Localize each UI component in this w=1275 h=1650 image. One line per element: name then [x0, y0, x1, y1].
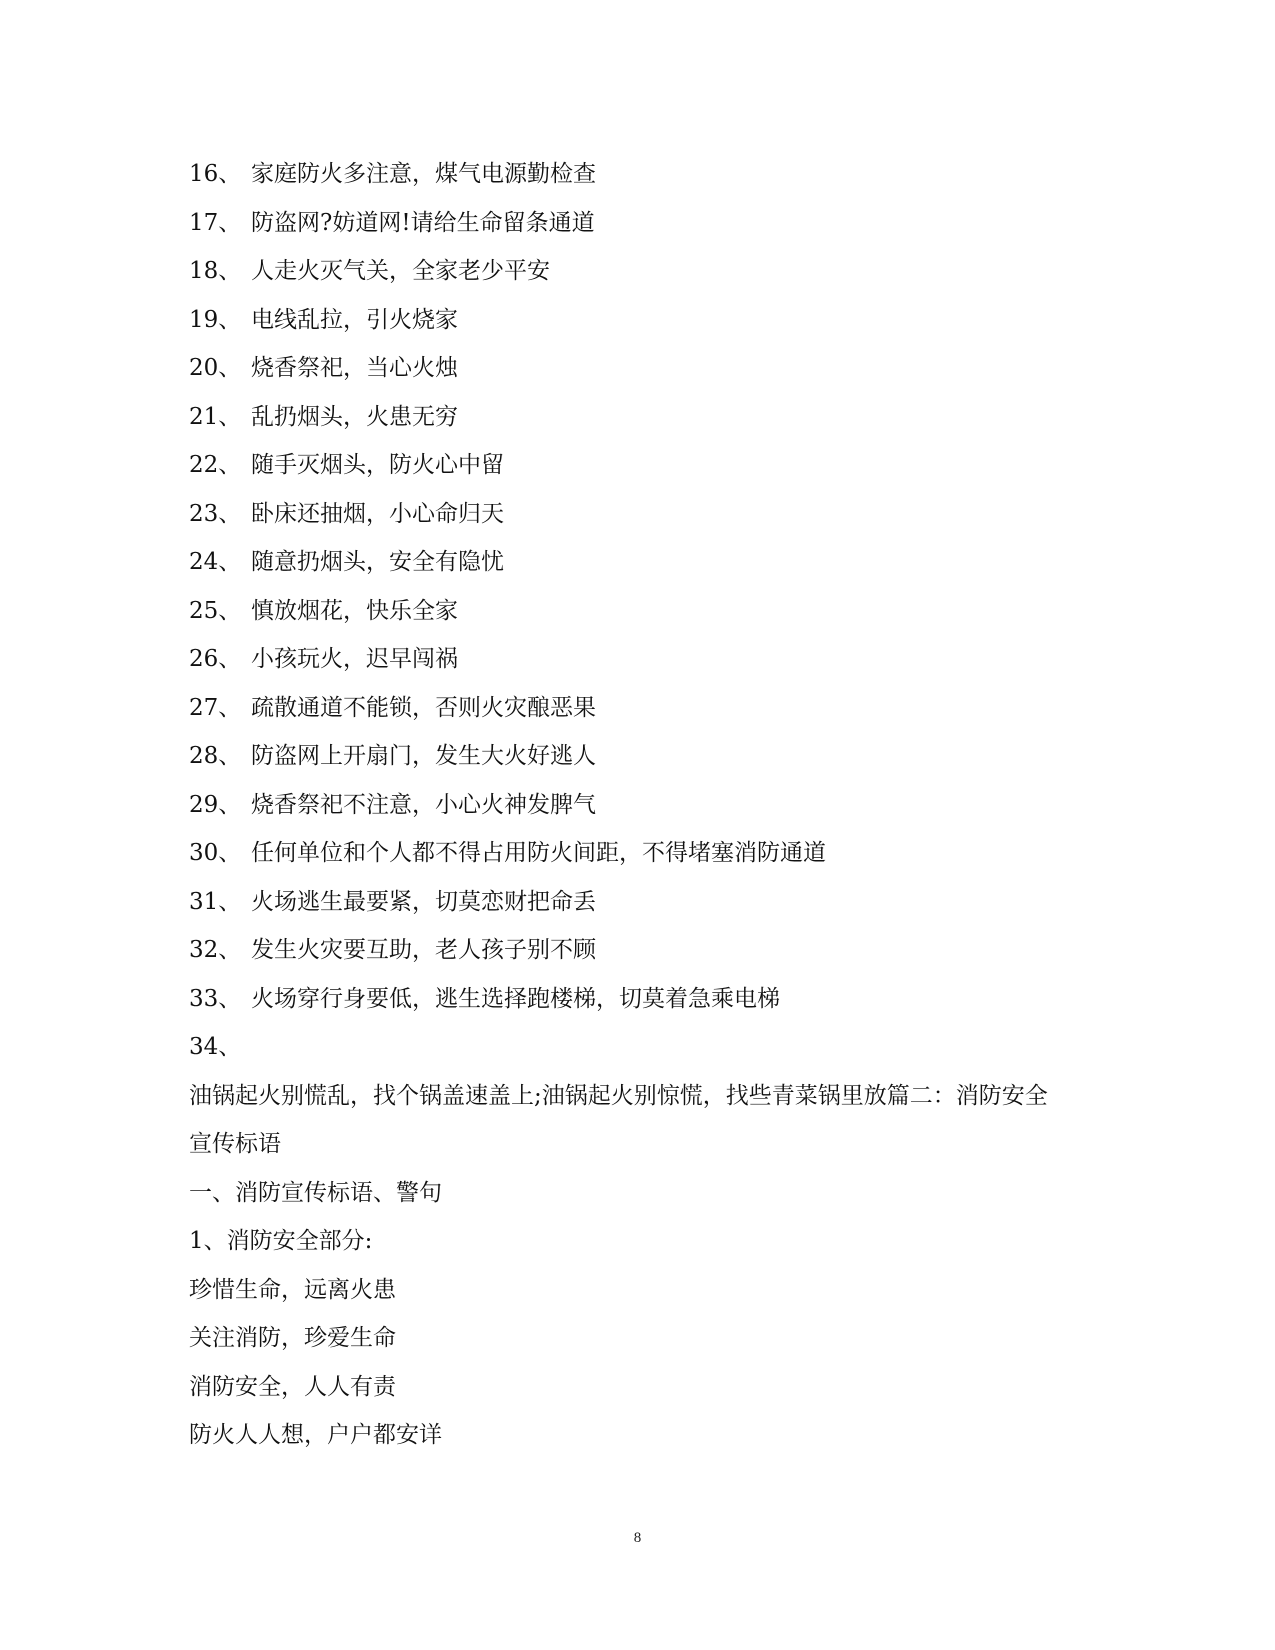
- item-text: 小孩玩火，迟早闯祸: [251, 646, 458, 672]
- item-text: 防盗网?妨道网!请给生命留条通道: [251, 209, 595, 236]
- item-number: 28、: [189, 743, 242, 769]
- list-item: [189, 781, 1089, 830]
- list-item: [189, 878, 1089, 927]
- list-item: [189, 393, 1089, 442]
- item-number: 23、: [189, 500, 242, 527]
- list-item: [189, 635, 1089, 684]
- list-item: [189, 587, 1089, 636]
- list-item: [189, 150, 1089, 199]
- list-item: [189, 441, 1089, 490]
- list-item: [189, 1023, 1089, 1072]
- item-text: 慎放烟花，快乐全家: [251, 597, 458, 624]
- item-number: 22、: [189, 452, 242, 478]
- list-item: [189, 538, 1089, 587]
- item-number: 17、: [189, 209, 242, 236]
- item-number: 30、: [189, 840, 242, 866]
- page-number: 8: [633, 1530, 642, 1546]
- subsection-heading: 1、消防安全部分:: [189, 1228, 373, 1254]
- list-item: [189, 344, 1089, 393]
- item-number: 33、: [189, 985, 242, 1012]
- list-item: [189, 829, 1089, 878]
- list-item: [189, 296, 1089, 345]
- item-text: 发生火灾要互助，老人孩子别不顾: [251, 937, 596, 963]
- item-number: 18、: [189, 258, 242, 284]
- item-number: 27、: [189, 694, 242, 721]
- list-item: [189, 490, 1089, 539]
- item-text: 火场逃生最要紧，切莫恋财把命丢: [251, 888, 596, 915]
- item-number: 21、: [189, 403, 242, 430]
- list-item: [189, 247, 1089, 296]
- item-text: 疏散通道不能锁，否则火灾酿恶果: [251, 694, 596, 721]
- list-item: [189, 684, 1089, 733]
- item-text: 烧香祭祀不注意，小心火神发脾气: [251, 791, 596, 818]
- item-number: 32、: [189, 937, 242, 963]
- item-text: 乱扔烟头，火患无穷: [251, 403, 458, 430]
- slogan-line: 防火人人想，户户都安详: [189, 1422, 442, 1448]
- slogan-line: 关注消防，珍爱生命: [189, 1325, 396, 1351]
- item-number: 26、: [189, 646, 242, 672]
- paragraph-text: 油锅起火别慌乱，找个锅盖速盖上;油锅起火别惊慌，找些青菜锅里放篇二：消防安全宣传标语: [189, 1082, 1048, 1157]
- slogan-line: 珍惜生命，远离火患: [189, 1276, 396, 1303]
- item-text: 卧床还抽烟，小心命归天: [251, 500, 504, 527]
- list-item: [189, 199, 1089, 248]
- item-number: 19、: [189, 306, 242, 333]
- item-text: 火场穿行身要低，逃生选择跑楼梯，切莫着急乘电梯: [251, 985, 780, 1012]
- item-text: 防盗网上开扇门，发生大火好逃人: [251, 743, 596, 769]
- item-number: 16、: [189, 161, 242, 187]
- item-text: 家庭防火多注意，煤气电源勤检查: [251, 161, 596, 187]
- item-number: 24、: [189, 549, 242, 575]
- section-heading: 一、消防宣传标语、警句: [189, 1179, 442, 1206]
- item-number: 34、: [189, 1034, 242, 1060]
- document-body: [189, 150, 1089, 1460]
- item-text: 烧香祭祀，当心火烛: [251, 355, 458, 381]
- item-text: 随意扔烟头，安全有隐忧: [251, 549, 504, 575]
- item-text: 人走火灭气关，全家老少平安: [251, 258, 550, 284]
- item-number: 29、: [189, 791, 242, 818]
- item-text: 电线乱拉，引火烧家: [251, 306, 458, 333]
- slogan-line: 消防安全，人人有责: [189, 1373, 396, 1400]
- item-text: 任何单位和个人都不得占用防火间距，不得堵塞消防通道: [251, 840, 826, 866]
- item-number: 25、: [189, 597, 242, 624]
- list-item: [189, 975, 1089, 1024]
- item-number: 31、: [189, 888, 242, 915]
- item-text: 随手灭烟头，防火心中留: [251, 452, 504, 478]
- item-number: 20、: [189, 355, 242, 381]
- list-item: [189, 926, 1089, 975]
- list-item: [189, 732, 1089, 781]
